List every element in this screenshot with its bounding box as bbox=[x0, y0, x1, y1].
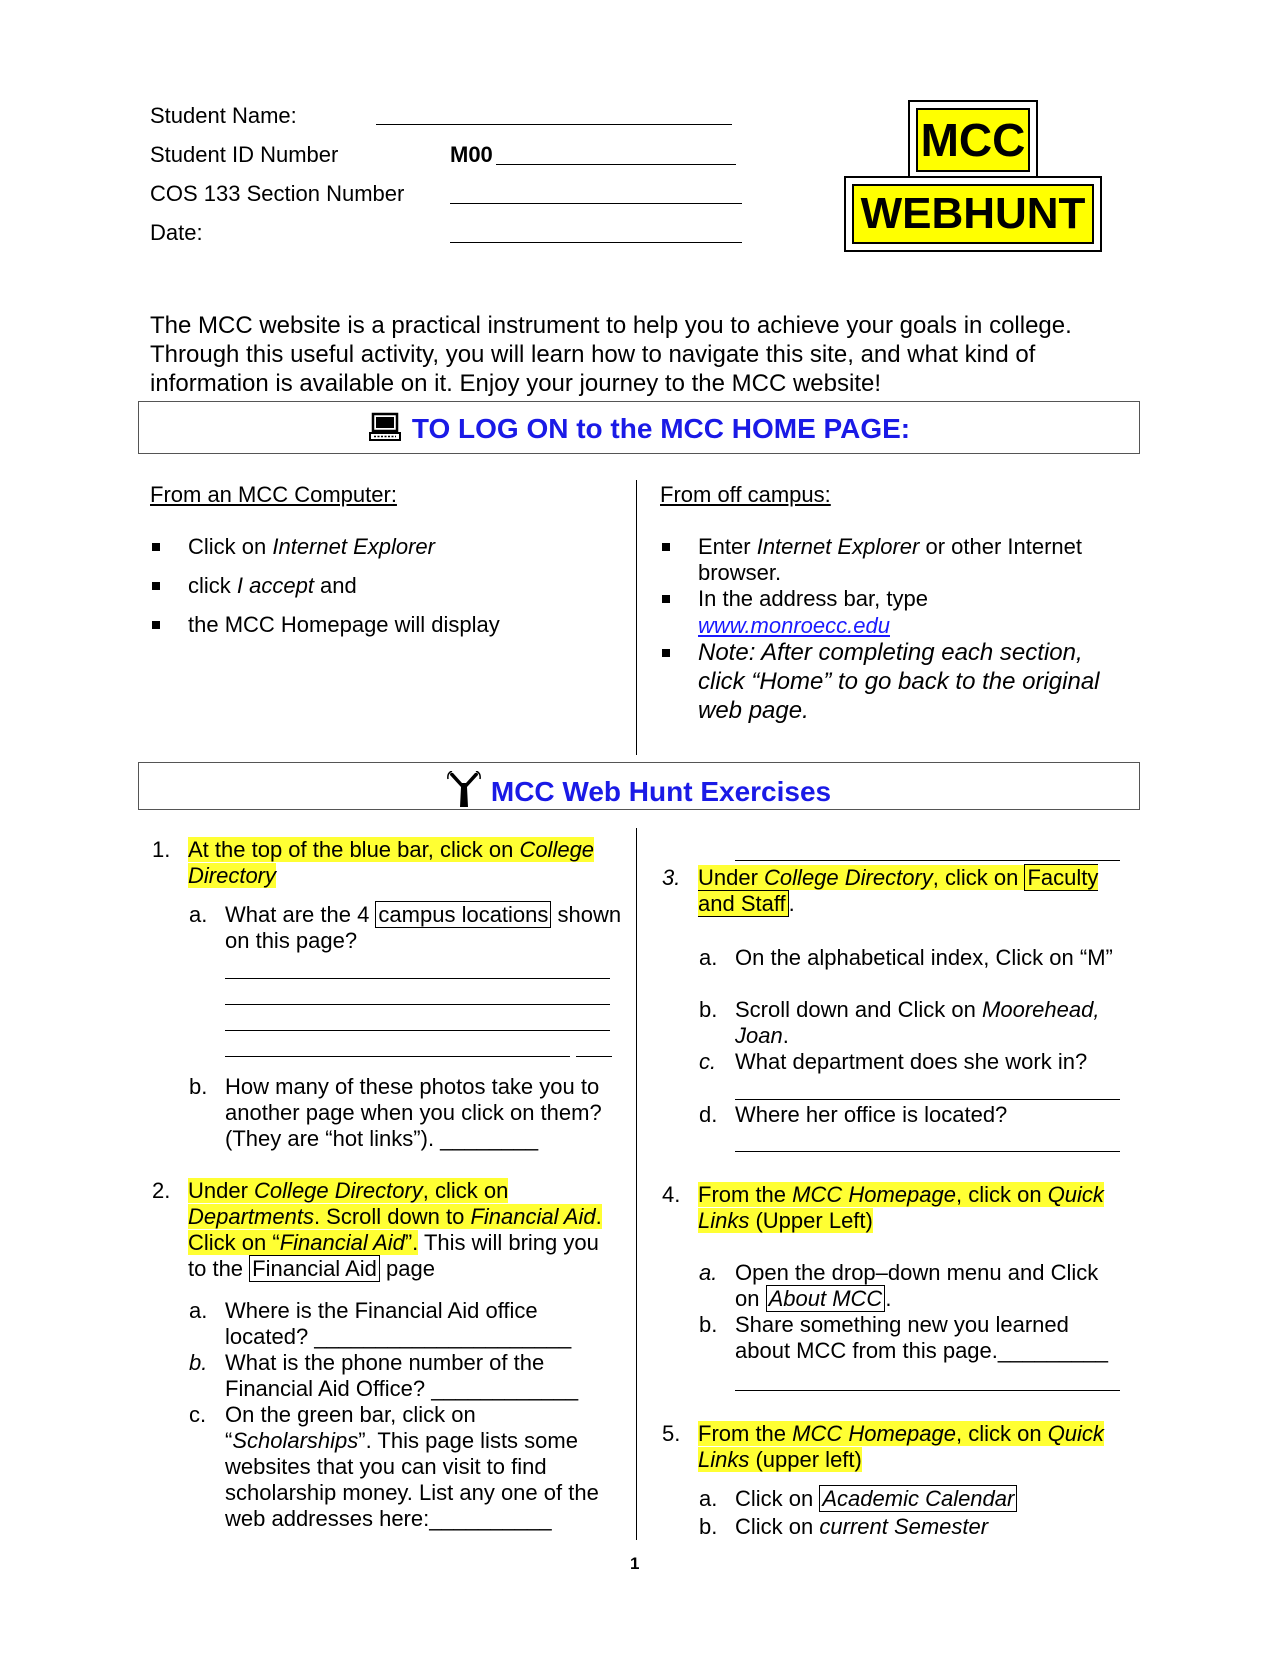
logo-mcc: MCC bbox=[916, 108, 1030, 172]
date-line[interactable] bbox=[450, 242, 742, 243]
question-5a: a. Click on Academic Calendar bbox=[735, 1486, 1120, 1512]
column-divider-top bbox=[636, 480, 637, 755]
left-item-2: click I accept and bbox=[188, 573, 357, 599]
section-number-label: COS 133 Section Number bbox=[150, 181, 405, 206]
question-1: 1. At the top of the blue bar, click on College Directory bbox=[152, 837, 595, 888]
left-item-1: Click on Internet Explorer bbox=[188, 534, 435, 560]
column-divider-bottom bbox=[636, 828, 637, 1540]
date-label: Date: bbox=[150, 220, 203, 245]
mcc-url-link[interactable]: www.monroecc.edu bbox=[698, 613, 890, 638]
question-4: 4. From the MCC Homepage, click on Quick Links (Upper Left) bbox=[662, 1182, 1104, 1233]
question-3d: d. Where her office is located? bbox=[699, 1102, 1008, 1127]
answer-line-3d[interactable] bbox=[735, 1151, 1120, 1152]
student-id-label: Student ID Number bbox=[150, 142, 339, 167]
question-2: 2. Under College Directory, click on Departments. Scroll down to Financial Aid. Click on “Financial Aid”. This will bring you to the Financial Aid page bbox=[152, 1178, 602, 1281]
question-2b: b. What is the phone number of the Financial Aid Office? ____________ bbox=[189, 1350, 579, 1401]
answer-line-1a-1[interactable] bbox=[225, 978, 610, 979]
right-heading: From off campus: bbox=[660, 482, 831, 507]
student-id-prefix: M00 bbox=[450, 142, 493, 167]
logon-title: TO LOG ON to the MCC HOME PAGE: bbox=[411, 412, 911, 444]
student-name-line[interactable] bbox=[376, 124, 732, 125]
question-3c: c. What department does she work in? bbox=[699, 1049, 1088, 1074]
right-item-2: In the address bar, type bbox=[698, 586, 1118, 612]
right-item-1: Enter Internet Explorer or other Internet browser. bbox=[698, 534, 1118, 586]
answer-line-1a-2[interactable] bbox=[225, 1004, 610, 1005]
logo-webhunt: WEBHUNT bbox=[852, 184, 1094, 244]
question-1a: a. What are the 4 campus locations shown on this page? bbox=[189, 902, 622, 953]
question-3a: a. On the alphabetical index, Click on “M” bbox=[699, 945, 1113, 970]
computer-icon bbox=[368, 412, 402, 449]
antenna-icon bbox=[447, 771, 481, 816]
answer-line-1a-3[interactable] bbox=[225, 1030, 610, 1031]
exercises-title: MCC Web Hunt Exercises bbox=[490, 775, 832, 807]
exercises-section-header bbox=[138, 762, 1140, 810]
question-5b: b. Click on current Semester bbox=[699, 1514, 989, 1539]
question-2a: a. Where is the Financial Aid office located? _____________________ bbox=[189, 1298, 572, 1349]
answer-line-1a-4[interactable] bbox=[225, 1056, 570, 1057]
question-3b: b. Scroll down and Click on Moorehead, Joan. bbox=[699, 997, 1100, 1048]
question-1b: b. How many of these photos take you to another page when you click on them? (They are “hot links”). ________ bbox=[189, 1074, 602, 1151]
student-id-line[interactable] bbox=[496, 164, 736, 165]
page-number: 1 bbox=[630, 1554, 640, 1573]
question-3: 3. Under College Directory, click on Faculty and Staff . bbox=[662, 865, 1099, 916]
logon-section-header bbox=[138, 401, 1140, 454]
answer-line-top-right[interactable] bbox=[735, 860, 1120, 861]
left-heading: From an MCC Computer: bbox=[150, 482, 397, 507]
question-4b: b. Share something new you learned about MCC from this page._________ bbox=[699, 1312, 1109, 1363]
answer-line-4b[interactable] bbox=[735, 1390, 1120, 1391]
question-5: 5. From the MCC Homepage, click on Quick Links (upper left) bbox=[662, 1421, 1104, 1472]
answer-line-1a-5[interactable] bbox=[576, 1056, 612, 1057]
question-4a: a. Open the drop–down menu and Click on About MCC . bbox=[699, 1260, 1099, 1311]
left-item-3: the MCC Homepage will display bbox=[188, 612, 500, 638]
answer-line-3c[interactable] bbox=[735, 1099, 1120, 1100]
student-name-label: Student Name: bbox=[150, 103, 297, 128]
intro-paragraph: The MCC website is a practical instrument to help you to achieve your goals in college. Through this useful activity, you will learn how to navigate this site, and what kind of information is available on it. Enjoy your journey to the MCC website! bbox=[150, 312, 1072, 397]
note-item: Note: After completing each section, click “Home” to go back to the original web page. bbox=[698, 638, 1118, 725]
section-number-line[interactable] bbox=[450, 203, 742, 204]
question-2c: c. On the green bar, click on “Scholarships”. This page lists some websites that you can visit to find scholarship money. List any one of the web addresses here:__________ bbox=[189, 1402, 599, 1531]
